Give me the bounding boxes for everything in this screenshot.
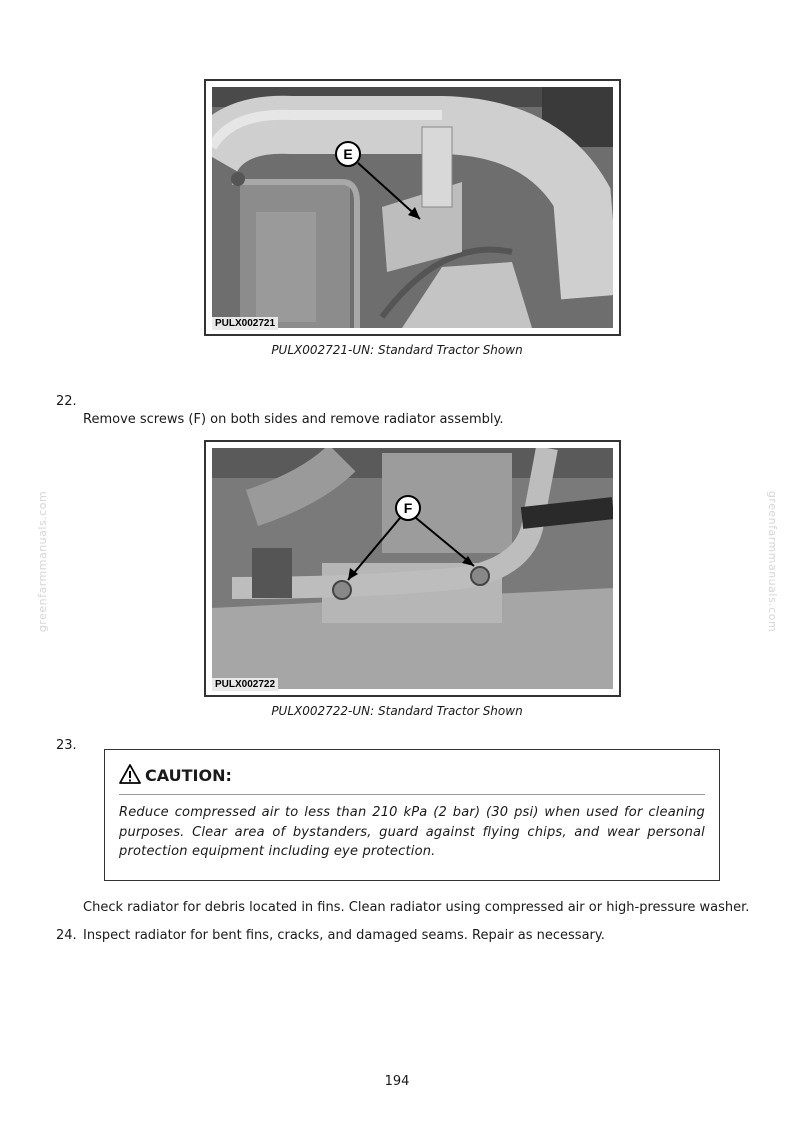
figure-caption: PULX002721-UN: Standard Tractor Shown — [271, 343, 523, 357]
step-text: Remove screws (F) on both sides and remove radiator assembly. — [83, 412, 504, 427]
caution-divider — [119, 794, 705, 795]
radiator-hose-illustration — [212, 87, 613, 328]
step-text: Check radiator for debris located in fins. Clean radiator using compressed air or high-pressure washer. — [83, 900, 750, 915]
caution-title: CAUTION: — [145, 766, 232, 785]
warning-triangle-icon — [119, 764, 141, 784]
page-number: 194 — [384, 1074, 410, 1089]
caution-box — [104, 749, 720, 881]
watermark-right: greenfarmmanuals.com — [766, 490, 780, 633]
figure-caption: PULX002722-UN: Standard Tractor Shown — [271, 704, 523, 718]
figure-radiator-screws-photo — [204, 440, 621, 697]
figure-radiator-hose-photo — [204, 79, 621, 336]
caution-text: Reduce compressed air to less than 210 kPa (2 bar) (30 psi) when used for cleaning purposes. Clear area of bystanders, guard against flying chips, and wear personal protection equipment including eye protection. — [119, 805, 705, 859]
callout-f: F — [403, 500, 413, 516]
callout-e: E — [343, 146, 353, 162]
caution-heading — [119, 764, 232, 785]
radiator-screws-illustration — [212, 448, 613, 689]
step-number: 22. — [56, 394, 77, 409]
figure-id-label: PULX002722 — [212, 678, 278, 691]
watermark-left: greenfarmmanuals.com — [36, 490, 50, 633]
step-number: 23. — [56, 738, 77, 753]
step-text: Inspect radiator for bent fins, cracks, and damaged seams. Repair as necessary. — [83, 928, 605, 943]
step-number: 24. — [56, 928, 77, 943]
figure-id-label: PULX002721 — [212, 317, 278, 330]
